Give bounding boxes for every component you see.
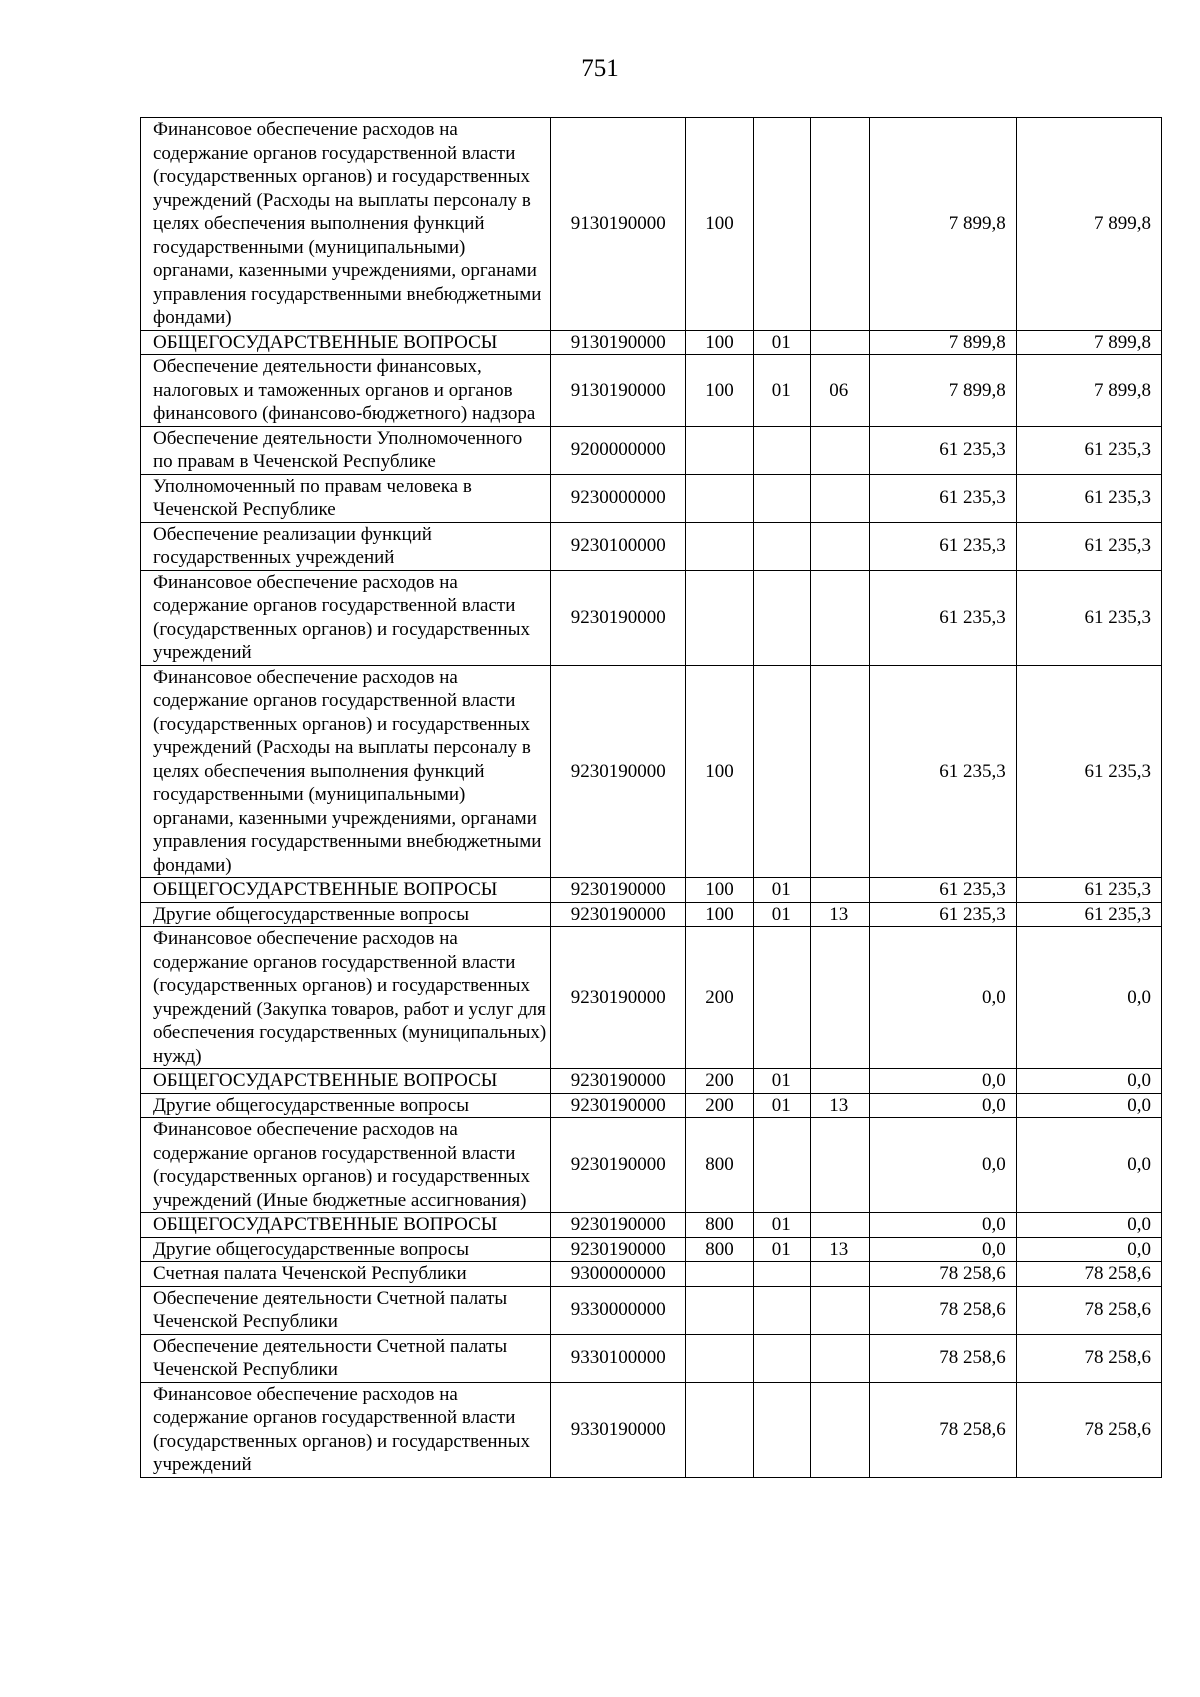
subsection-cell: 13 bbox=[811, 1093, 869, 1118]
row-name-cell: Финансовое обеспечение расходов на содержание органов государственной власти (государственных органов) и государственных учреждений (Расходы на выплаты персоналу в целях обеспечения выполнения функций государственными (муниципальными) органами, казенными учреждениями, органами управления государственными внебюджетными фондами) bbox=[141, 118, 551, 331]
amount-year1-cell: 0,0 bbox=[869, 1093, 1016, 1118]
target-article-cell: 9130190000 bbox=[551, 118, 686, 331]
subsection-cell bbox=[811, 1286, 869, 1334]
expense-type-cell bbox=[686, 570, 754, 665]
table-row bbox=[141, 570, 1162, 665]
table-row bbox=[141, 1093, 1162, 1118]
subsection-cell bbox=[811, 118, 869, 331]
amount-year1-cell: 0,0 bbox=[869, 1069, 1016, 1094]
expense-type-cell: 100 bbox=[686, 902, 754, 927]
expense-type-cell: 100 bbox=[686, 665, 754, 878]
row-name-cell: Финансовое обеспечение расходов на содержание органов государственной власти (государственных органов) и государственных учреждений (Закупка товаров, работ и услуг для обеспечения государственных (муниципальных) нужд) bbox=[141, 927, 551, 1069]
row-name-cell: Финансовое обеспечение расходов на содержание органов государственной власти (государственных органов) и государственных учреждений (Иные бюджетные ассигнования) bbox=[141, 1118, 551, 1213]
amount-year1-cell: 78 258,6 bbox=[869, 1382, 1016, 1477]
row-name-cell: Обеспечение деятельности финансовых, налоговых и таможенных органов и органов финансового (финансово-бюджетного) надзора bbox=[141, 355, 551, 427]
amount-year2-cell: 61 235,3 bbox=[1016, 878, 1161, 903]
expense-type-cell: 100 bbox=[686, 330, 754, 355]
amount-year1-cell: 61 235,3 bbox=[869, 902, 1016, 927]
amount-year2-cell: 78 258,6 bbox=[1016, 1286, 1161, 1334]
expense-type-cell: 800 bbox=[686, 1118, 754, 1213]
expense-type-cell bbox=[686, 1262, 754, 1287]
subsection-cell bbox=[811, 426, 869, 474]
amount-year2-cell: 0,0 bbox=[1016, 927, 1161, 1069]
target-article-cell: 9130190000 bbox=[551, 355, 686, 427]
row-name-cell: Финансовое обеспечение расходов на содержание органов государственной власти (государственных органов) и государственных учреждений bbox=[141, 570, 551, 665]
amount-year2-cell: 0,0 bbox=[1016, 1237, 1161, 1262]
target-article-cell: 9230190000 bbox=[551, 665, 686, 878]
subsection-cell: 13 bbox=[811, 902, 869, 927]
target-article-cell: 9230190000 bbox=[551, 878, 686, 903]
section-cell bbox=[753, 665, 810, 878]
table-row bbox=[141, 902, 1162, 927]
amount-year2-cell: 61 235,3 bbox=[1016, 474, 1161, 522]
table-row bbox=[141, 355, 1162, 427]
target-article-cell: 9230190000 bbox=[551, 1093, 686, 1118]
amount-year2-cell: 61 235,3 bbox=[1016, 902, 1161, 927]
amount-year1-cell: 61 235,3 bbox=[869, 570, 1016, 665]
subsection-cell bbox=[811, 1069, 869, 1094]
table-row bbox=[141, 118, 1162, 331]
amount-year2-cell: 61 235,3 bbox=[1016, 665, 1161, 878]
table-row bbox=[141, 1286, 1162, 1334]
section-cell: 01 bbox=[753, 1213, 810, 1238]
amount-year1-cell: 7 899,8 bbox=[869, 355, 1016, 427]
table-row bbox=[141, 878, 1162, 903]
subsection-cell bbox=[811, 927, 869, 1069]
section-cell: 01 bbox=[753, 1069, 810, 1094]
row-name-cell: Обеспечение деятельности Счетной палаты Чеченской Республики bbox=[141, 1286, 551, 1334]
subsection-cell bbox=[811, 1382, 869, 1477]
row-name-cell: ОБЩЕГОСУДАРСТВЕННЫЕ ВОПРОСЫ bbox=[141, 878, 551, 903]
expense-type-cell bbox=[686, 1286, 754, 1334]
amount-year2-cell: 0,0 bbox=[1016, 1213, 1161, 1238]
amount-year1-cell: 61 235,3 bbox=[869, 878, 1016, 903]
section-cell: 01 bbox=[753, 1093, 810, 1118]
expense-type-cell bbox=[686, 426, 754, 474]
subsection-cell bbox=[811, 570, 869, 665]
target-article-cell: 9330100000 bbox=[551, 1334, 686, 1382]
table-row bbox=[141, 1213, 1162, 1238]
section-cell bbox=[753, 118, 810, 331]
table-row bbox=[141, 1118, 1162, 1213]
section-cell: 01 bbox=[753, 878, 810, 903]
target-article-cell: 9230190000 bbox=[551, 1213, 686, 1238]
section-cell bbox=[753, 426, 810, 474]
amount-year1-cell: 78 258,6 bbox=[869, 1262, 1016, 1287]
expense-type-cell bbox=[686, 1382, 754, 1477]
amount-year1-cell: 61 235,3 bbox=[869, 522, 1016, 570]
subsection-cell bbox=[811, 665, 869, 878]
section-cell bbox=[753, 1286, 810, 1334]
subsection-cell bbox=[811, 330, 869, 355]
expense-type-cell bbox=[686, 474, 754, 522]
target-article-cell: 9330000000 bbox=[551, 1286, 686, 1334]
subsection-cell bbox=[811, 1118, 869, 1213]
amount-year1-cell: 0,0 bbox=[869, 1118, 1016, 1213]
amount-year1-cell: 7 899,8 bbox=[869, 118, 1016, 331]
target-article-cell: 9230190000 bbox=[551, 570, 686, 665]
subsection-cell bbox=[811, 474, 869, 522]
subsection-cell bbox=[811, 522, 869, 570]
subsection-cell bbox=[811, 1262, 869, 1287]
row-name-cell: ОБЩЕГОСУДАРСТВЕННЫЕ ВОПРОСЫ bbox=[141, 330, 551, 355]
target-article-cell: 9230190000 bbox=[551, 1237, 686, 1262]
subsection-cell bbox=[811, 878, 869, 903]
amount-year2-cell: 0,0 bbox=[1016, 1069, 1161, 1094]
table-body bbox=[141, 118, 1162, 1478]
section-cell bbox=[753, 1334, 810, 1382]
row-name-cell: Обеспечение деятельности Счетной палаты Чеченской Республики bbox=[141, 1334, 551, 1382]
section-cell: 01 bbox=[753, 902, 810, 927]
amount-year2-cell: 61 235,3 bbox=[1016, 570, 1161, 665]
target-article-cell: 9330190000 bbox=[551, 1382, 686, 1477]
section-cell: 01 bbox=[753, 1237, 810, 1262]
section-cell bbox=[753, 1262, 810, 1287]
row-name-cell: ОБЩЕГОСУДАРСТВЕННЫЕ ВОПРОСЫ bbox=[141, 1213, 551, 1238]
page-number: 751 bbox=[581, 55, 619, 82]
expense-type-cell: 200 bbox=[686, 1069, 754, 1094]
target-article-cell: 9230190000 bbox=[551, 1069, 686, 1094]
subsection-cell: 13 bbox=[811, 1237, 869, 1262]
subsection-cell: 06 bbox=[811, 355, 869, 427]
target-article-cell: 9230190000 bbox=[551, 1118, 686, 1213]
row-name-cell: Обеспечение деятельности Уполномоченного по правам в Чеченской Республике bbox=[141, 426, 551, 474]
target-article-cell: 9230190000 bbox=[551, 902, 686, 927]
row-name-cell: Счетная палата Чеченской Республики bbox=[141, 1262, 551, 1287]
section-cell: 01 bbox=[753, 330, 810, 355]
section-cell bbox=[753, 1382, 810, 1477]
row-name-cell: Финансовое обеспечение расходов на содержание органов государственной власти (государственных органов) и государственных учреждений (Расходы на выплаты персоналу в целях обеспечения выполнения функций государственными (муниципальными) органами, казенными учреждениями, органами управления государственными внебюджетными фондами) bbox=[141, 665, 551, 878]
row-name-cell: ОБЩЕГОСУДАРСТВЕННЫЕ ВОПРОСЫ bbox=[141, 1069, 551, 1094]
amount-year2-cell: 7 899,8 bbox=[1016, 118, 1161, 331]
target-article-cell: 9300000000 bbox=[551, 1262, 686, 1287]
section-cell bbox=[753, 570, 810, 665]
budget-table bbox=[140, 117, 1162, 1478]
table-row bbox=[141, 426, 1162, 474]
amount-year1-cell: 78 258,6 bbox=[869, 1334, 1016, 1382]
section-cell bbox=[753, 927, 810, 1069]
expense-type-cell bbox=[686, 1334, 754, 1382]
amount-year1-cell: 61 235,3 bbox=[869, 665, 1016, 878]
amount-year2-cell: 7 899,8 bbox=[1016, 355, 1161, 427]
expense-type-cell: 100 bbox=[686, 118, 754, 331]
amount-year2-cell: 61 235,3 bbox=[1016, 522, 1161, 570]
amount-year2-cell: 78 258,6 bbox=[1016, 1262, 1161, 1287]
target-article-cell: 9230000000 bbox=[551, 474, 686, 522]
expense-type-cell: 200 bbox=[686, 927, 754, 1069]
amount-year1-cell: 61 235,3 bbox=[869, 426, 1016, 474]
expense-type-cell: 200 bbox=[686, 1093, 754, 1118]
amount-year2-cell: 7 899,8 bbox=[1016, 330, 1161, 355]
amount-year1-cell: 78 258,6 bbox=[869, 1286, 1016, 1334]
target-article-cell: 9230190000 bbox=[551, 927, 686, 1069]
section-cell: 01 bbox=[753, 355, 810, 427]
amount-year1-cell: 0,0 bbox=[869, 1213, 1016, 1238]
expense-type-cell: 800 bbox=[686, 1213, 754, 1238]
target-article-cell: 9130190000 bbox=[551, 330, 686, 355]
row-name-cell: Другие общегосударственные вопросы bbox=[141, 902, 551, 927]
subsection-cell bbox=[811, 1334, 869, 1382]
amount-year1-cell: 61 235,3 bbox=[869, 474, 1016, 522]
section-cell bbox=[753, 1118, 810, 1213]
amount-year2-cell: 0,0 bbox=[1016, 1118, 1161, 1213]
expense-type-cell: 100 bbox=[686, 878, 754, 903]
section-cell bbox=[753, 522, 810, 570]
table-row bbox=[141, 1382, 1162, 1477]
amount-year2-cell: 78 258,6 bbox=[1016, 1334, 1161, 1382]
expense-type-cell bbox=[686, 522, 754, 570]
row-name-cell: Обеспечение реализации функций государственных учреждений bbox=[141, 522, 551, 570]
row-name-cell: Финансовое обеспечение расходов на содержание органов государственной власти (государственных органов) и государственных учреждений bbox=[141, 1382, 551, 1477]
row-name-cell: Другие общегосударственные вопросы bbox=[141, 1237, 551, 1262]
expense-type-cell: 100 bbox=[686, 355, 754, 427]
amount-year2-cell: 0,0 bbox=[1016, 1093, 1161, 1118]
row-name-cell: Другие общегосударственные вопросы bbox=[141, 1093, 551, 1118]
amount-year2-cell: 78 258,6 bbox=[1016, 1382, 1161, 1477]
table-row bbox=[141, 927, 1162, 1069]
table-row bbox=[141, 1334, 1162, 1382]
table-row bbox=[141, 474, 1162, 522]
target-article-cell: 9200000000 bbox=[551, 426, 686, 474]
section-cell bbox=[753, 474, 810, 522]
table-row bbox=[141, 1262, 1162, 1287]
amount-year1-cell: 0,0 bbox=[869, 927, 1016, 1069]
amount-year1-cell: 0,0 bbox=[869, 1237, 1016, 1262]
expense-type-cell: 800 bbox=[686, 1237, 754, 1262]
table-row bbox=[141, 665, 1162, 878]
amount-year1-cell: 7 899,8 bbox=[869, 330, 1016, 355]
table-row bbox=[141, 330, 1162, 355]
table-row bbox=[141, 1069, 1162, 1094]
row-name-cell: Уполномоченный по правам человека в Чеченской Республике bbox=[141, 474, 551, 522]
target-article-cell: 9230100000 bbox=[551, 522, 686, 570]
subsection-cell bbox=[811, 1213, 869, 1238]
table-row bbox=[141, 522, 1162, 570]
amount-year2-cell: 61 235,3 bbox=[1016, 426, 1161, 474]
table-row bbox=[141, 1237, 1162, 1262]
